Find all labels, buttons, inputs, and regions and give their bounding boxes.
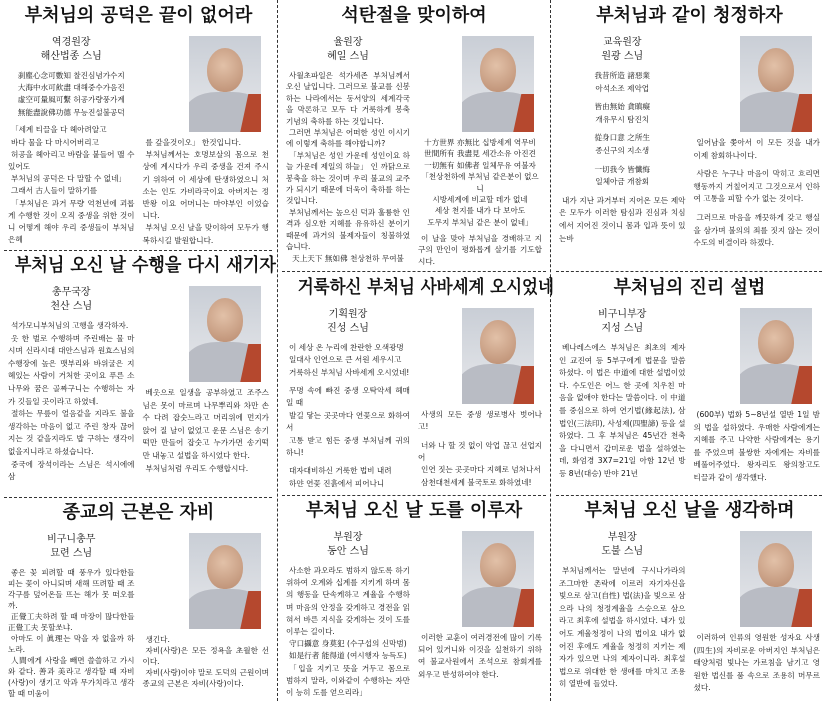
article-right-column (418, 308, 542, 490)
paragraph: 十方世界 亦無比 십방세계 역무비 (424, 138, 536, 147)
paragraph: 부처님 오신 날을 맞이하여 모두가 행복하시길 발원합니다. (142, 223, 269, 245)
paragraph: 守口攝意 身莫犯 (수구섭의 신막범) (289, 639, 407, 649)
paragraph: 일대사 인연으로 큰 서원 세우시고 (289, 355, 402, 365)
paragraph: 무명 속에 빠진 중생 오탁악세 헤매일 때 (286, 386, 410, 408)
paragraph: 자비(사랑)이야 말로 도덕의 근원이며 종교의 근본은 자비(사랑)이다. (142, 668, 269, 688)
author-position: 율원장 (333, 37, 363, 48)
author-name: 원광 스님 (601, 51, 644, 62)
paragraph: 생긴다. (145, 635, 170, 644)
paragraph: 발길 닿는 곳곳마다 연꽃으로 화하여서 (286, 410, 410, 433)
paragraph: 이 세상 온 누리에 찬란한 오색광명 (289, 343, 404, 352)
monk-portrait (740, 531, 812, 627)
article-title-text: 종교의 근본은 자비 (62, 502, 215, 523)
article-title (286, 499, 542, 523)
article-left-column (8, 36, 135, 247)
paragraph: 옷 한 벌로 수행하며 주린배는 물 마시며 신라시대 대안스님과 원효스님의 수행장에 높은 맷부리와 바위굴은 지혜있는 사람이 거처한 곳이요 푸른 소나무와 꿈은 골짜구니는 수행하는 자가 깃들일 곳이라고 하였네. (8, 333, 135, 406)
article-title-text: 부처님과 같이 청정하자 (596, 5, 783, 26)
article-right-column (418, 36, 542, 267)
article-title-text: 부처님 오신 날을 생각하며 (584, 500, 795, 521)
monk-portrait (189, 36, 261, 132)
article (0, 4, 277, 247)
row-divider (556, 271, 822, 272)
article-right-column (694, 36, 821, 250)
paragraph: 고통 받고 힘든 중생 부처님께 귀의하니! (286, 435, 410, 458)
article-right-column (418, 531, 542, 699)
paragraph: 大海中水可飮盡 대해중수가음진 (17, 83, 125, 93)
paragraph: 이 날을 맞아 부처님을 경배하고 지구의 만인이 평화롭게 살기를 기도합시다. (418, 234, 542, 266)
author-position: 부원장 (607, 532, 637, 543)
article-right-column (143, 36, 270, 247)
author-name: 진성 스님 (327, 323, 369, 334)
article-title (559, 499, 820, 523)
paragraph: 無能盡說佛功德 무능진설불공덕 (17, 107, 125, 117)
paragraph: 이러하여 인류의 영원한 성자요 사생(四生)의 자비로운 아버지인 부처님은 태양처럼 빛나는 가르침을 남기고 영원한 법신를 품 속으로 조용히 머무르셨다. (693, 633, 820, 693)
nun-portrait (189, 533, 261, 629)
paragraph: 세상 천지를 내가 다 보아도 (434, 206, 526, 216)
paragraph: 거룩하신 부처님 사바세계 오시었네! (289, 367, 410, 377)
article (278, 4, 550, 267)
paragraph: 「세계 티끌을 다 헤아려알고 (11, 125, 107, 135)
paragraph: 부처님께서는 말년에 구시나가라의 조그마한 촌락에 이르러 자기자신을 빛으로 삼고(自性) 법(法)을 빛으로 삼으라 나의 청정계율을 스승으로 삼으라고 최후에 설법을 하시었다. 내가 있어도 계율청정이 나의 법이요 내가 없어진 후에도 계율을 청정히 지키는 제자가 있으면 나의 제자이니라. 최후설법으로 위대한 한 생애를 마치고 조용히 열반에 들었다. (559, 566, 686, 689)
article (551, 499, 828, 695)
paragraph: 虛空可量風可繫 허공가량풍가계 (17, 95, 125, 105)
paragraph: 刹塵心念可數知 찰진심념가수지 (17, 71, 125, 80)
author-position: 비구니총무 (47, 534, 96, 545)
article-left-column (286, 308, 410, 490)
article-left-column (559, 531, 686, 695)
author-position: 교육원장 (602, 37, 642, 48)
article-title-text: 부처님의 공덕은 끝이 없어라 (24, 5, 253, 26)
paragraph: 부처님의 공덕은 다 말할 수 없네」 (11, 174, 127, 184)
article-right-column (694, 531, 821, 695)
author-position: 기획원장 (328, 309, 368, 320)
paragraph: 如是行者 能得道 (여시행자 능득도) (289, 651, 407, 661)
paragraph: 절하는 무릎이 얼음같을 지라도 불을 생각하는 마음이 없고 주린 창자 끊어지는 것 같을지라도 밥 구하는 생각이 없을지니라고 하셨습니다. (8, 409, 135, 456)
paragraph: 사람은 누구나 마음이 막히고 흐리면 행동까지 거칠어지고 그것으로서 인하여 고통을 피할 수가 없는 것이다. (693, 169, 820, 204)
paragraph: 人間에게 사랑을 빼면 쓸쓸하고 가시와 같다. 善과 美라고 생각할 때 자비(사랑)이 생기고 악과 무가치라고 생각할 때 미움이 (8, 656, 135, 698)
paragraph: 베나레스에스 부처님은 최초의 제자인 교진여 등 5부구에게 법문을 말씀하셨다. 이 법은 中道에 대한 설법이었다. 수도인은 어느 한 곳에 치우친 마음을 없애야 한다는 말씀이다. 이 中道를 중심으로 하여 연기법(緣起法), 삼법인(三法印), 사성제(四聖諦) 등을 설하였다. 그 후 부처님은 45년간 천축을 다니면서 갑미로운 법을 설하였는데, 화엄경 3X7=21일 아함 12년 방등 8년(대승) 반야 21년 (559, 343, 686, 478)
paragraph: 일체아금 개참회 (595, 177, 650, 187)
author-name: 묘련 스님 (50, 548, 93, 559)
paragraph: (600부) 법화 5~8년설 열반 1일 밤의 법을 설하였다. 우매한 사람에게는 지혜를 주고 나약한 사람에게는 용기를 주었으며 불쌍한 자에게는 자비를 베풀어주었다. 왕자리도 왕의창고도 티끌과 같이 생각했다. (693, 410, 820, 482)
article-right-column (694, 308, 821, 485)
paragraph: 아석소조 제악업 (595, 83, 650, 93)
paragraph: 그래서 古人들이 말하기를 (11, 186, 98, 196)
paragraph: 아마도 이 眞理는 막을 자 없을까 하노라. (8, 634, 135, 654)
article (278, 499, 550, 699)
paragraph: 개유무시 탐진치 (595, 114, 650, 124)
author-name: 동안 스님 (327, 546, 369, 557)
paragraph: 내가 지난 과거부터 지어온 모든 제악은 모두가 이러한 탐심과 진심과 치심에서 지어진 것이니 몸과 입과 뜻이 있는바 (559, 195, 686, 243)
author-name: 혜일 스님 (327, 51, 369, 62)
paragraph: 삼천대천세계 불국토로 화하였네! (421, 477, 532, 487)
paragraph: 도무지 부처님 같은 분이 없네」 (427, 217, 533, 227)
paragraph: 종신구의 지소생 (595, 145, 650, 155)
article-left-column (559, 36, 686, 250)
paragraph: 正覺工夫하려 할 때 마장이 많다한들 正覺工夫 못할쏘냐. (8, 612, 135, 632)
article-left-column (286, 36, 410, 267)
monk-portrait (462, 308, 534, 404)
monk-portrait (462, 36, 534, 132)
paragraph: 하얀 연꽃 진흙에서 피어나니 (289, 478, 385, 488)
row-divider (556, 495, 822, 496)
paragraph: 너와 나 할 것 없이 악업 끊고 선업지어 (418, 440, 542, 463)
article-left-column (286, 531, 410, 699)
paragraph: 사소한 과오라도 범하지 않도록 하기 위하여 오계와 십계를 지키게 하며 몸의 행동을 단속케하고 계율을 수행하며 마음의 안정을 갖게하고 경전을 읽혀서 바른 지식을 갖게하는 것이 도를 이루는 길이다. (286, 566, 410, 637)
paragraph: 이러한 교훈이 여러경전에 많이 기록 되어 있거니와 이것을 실천하기 위하여 불교사원에서 조석으로 참회게를 외우고 반성하여야 한다. (418, 633, 542, 679)
paragraph: 좋은 꽃 피려할 때 풍우가 있다한들 피는 꽃이 아니되며 새해 뜨려할 때 조각구름 덮어온들 뜨는 해가 못 떠오를까. (8, 568, 135, 610)
author-position: 부원장 (333, 532, 363, 543)
paragraph: 「천상천하에 부처님 같은분이 없으니 (421, 172, 539, 193)
article-title (559, 276, 820, 300)
row-divider (282, 271, 546, 272)
monk-portrait (189, 286, 261, 382)
article-title-text: 부처님 오신 날 도를 이루자 (305, 500, 523, 521)
article-title (8, 4, 269, 28)
row-divider (4, 497, 272, 498)
article-title (8, 254, 276, 278)
row-divider (4, 250, 272, 251)
article-left-column (8, 533, 135, 699)
article-title (559, 4, 820, 28)
article-title (286, 276, 554, 300)
row-divider (282, 495, 546, 496)
paragraph: 대자대비하신 거룩한 법비 내려 (289, 466, 392, 476)
article-title-text: 부처님 오신 날 수행을 다시 새기자 (14, 255, 276, 276)
paragraph: 一切無有 如佛者 일체무유 여불자 (424, 160, 536, 170)
article-left-column (8, 286, 135, 484)
author-position: 비구니부장 (598, 309, 647, 320)
author-position: 총무국장 (51, 287, 91, 298)
author-name: 도불 스님 (601, 546, 644, 557)
paragraph: 중국에 장석이라는 스님은 석시에에 삼 (8, 459, 135, 482)
paragraph: 天上天下 無如佛 천상천하 무여불 (292, 253, 404, 263)
paragraph: 자비(사랑)은 모든 정욕을 초월한 선이다. (142, 646, 269, 666)
paragraph: 「부처님은 성인 가운데 성인이요 하늘 가운데 제일의 하늘」 인 까닭으로 봉축을 하는 것이며 우리 불교의 교주가 되시기 때문에 더욱이 축하를 하는 것입니다. (286, 150, 410, 206)
article (278, 276, 554, 490)
article-title-text: 석탄절을 맞이하여 (341, 5, 487, 26)
author-name: 천산 스님 (50, 301, 93, 312)
paragraph: 부처님처럼 우리도 수행합시다. (145, 463, 249, 473)
monk-portrait (462, 531, 534, 627)
paragraph: 를 갚을것이오」 한것입니다. (145, 138, 242, 147)
paragraph: 世間所有 我盡見 세간소유 아진견 (424, 149, 536, 159)
author-name: 해산법종 스님 (40, 51, 102, 62)
article-right-column (143, 533, 270, 699)
paragraph: 베옷으로 일생을 공부하였고 조주스님은 못이 마르며 나무뿌리와 차만 손수 다려 잡숫느라고 머리위에 먼지가 앉어 질 날이 없었고 운문 스님은 송기떡만 만들어 잡숫고 누가가면 송기떡만 내놓고 설법을 하시었다 한다. (142, 388, 269, 460)
nun-portrait (740, 308, 812, 404)
paragraph: 一切我今 皆懺悔 (594, 164, 651, 174)
paragraph: 我昔所造 諸惡業 (594, 71, 651, 80)
paragraph: 사월초파일은 석가세존 부처님께서 오신 날입니다. 그러므로 불교를 신봉하는 나라에서는 동서양의 세계각국을 막론하고 모두 다 거룩하게 봉축 기념의 축하를 하는 것입니다. (286, 71, 410, 126)
article (0, 501, 277, 699)
article-title (8, 501, 269, 525)
author-name: 지성 스님 (601, 323, 644, 334)
article-left-column (559, 308, 686, 485)
paragraph: 바다 물을 다 마시어버리고 (11, 137, 99, 147)
paragraph: 인연 짓는 곳곳마다 지혜로 넘쳐나서 (421, 465, 541, 475)
paragraph: 허공을 헤아리고 바람을 붙들어 맬 수 있어도 (8, 149, 135, 172)
paragraph: 일어남을 쫓아서 이 모든 것을 내가 이제 참회하나이다. (693, 138, 820, 160)
paragraph: 부처님께서는 호명보살의 몸으로 천상에 계시다가 우리 중생을 건져 주시기 위하여 이 세상에 탄생하였으니 처소는 인도 가비라국이요 아버지는 정반왕 이요 어머니는 마야부인 이었습니다. (142, 150, 269, 221)
paragraph: 「입을 지키고 뜻을 거두고 몸으로 범하지 말라, 이와같이 수행하는 자만이 능히 도를 얻으리라」 (286, 663, 410, 698)
paragraph: 석가모니부처님의 고행을 생각하자. (11, 321, 129, 330)
paragraph: 시방세계에 비교할 데가 없네 (432, 195, 528, 205)
author-position: 역경원장 (51, 37, 91, 48)
paragraph: 從身口意 之所生 (594, 133, 651, 143)
paragraph: 부처님께서는 높으신 덕과 훌륭한 인격과 심오한 지혜를 유유하신 분이기 때문에 과거의 불제자들이 칭불하였습니다. (286, 207, 410, 252)
paragraph: 사생의 모든 중생 생로병사 벗어나고! (418, 410, 542, 432)
article (551, 4, 828, 250)
paragraph: 그러므로 마음을 깨끗하게 갖고 행실을 삼가며 불의의 죄를 짓지 않는 것이 수도의 비결이라 하겠다. (693, 212, 820, 248)
paragraph: 皆由無始 貪瞋癡 (594, 102, 651, 112)
article (0, 254, 277, 484)
article-title-text: 부처님의 진리 설법 (613, 277, 766, 298)
article-right-column (143, 286, 270, 484)
article (551, 276, 828, 485)
paragraph: 「부처님은 과거 무량 억천년에 괴롭게 수행한 것이 오직 중생을 위한 것이니 어떻게 해야 우리 중생들이 부처님 은혜 (8, 198, 135, 245)
monk-portrait (740, 36, 812, 132)
article-title-text: 거룩하신 부처님 사바세계 오시었네 (297, 277, 554, 298)
article-title (286, 4, 542, 28)
paragraph: 그러면 부처님은 어떠한 성인 이시기에 이렇게 축하를 해야합니까? (286, 128, 410, 149)
